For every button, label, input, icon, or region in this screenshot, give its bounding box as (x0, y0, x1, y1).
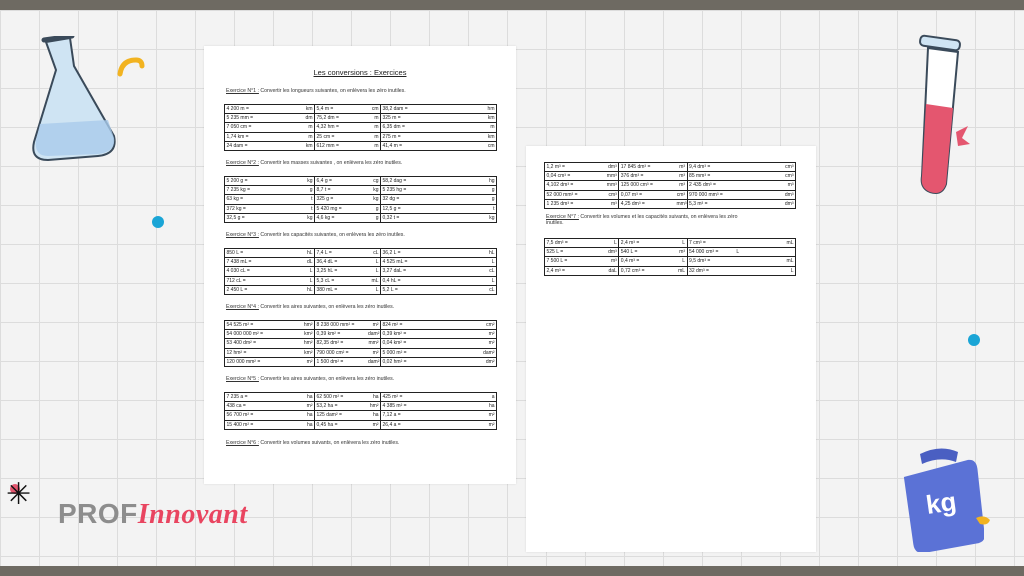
conversion-value-cell: 3,27 daL = (381, 267, 443, 276)
table-row (225, 258, 497, 267)
exercise-2-title-label: Exercice N°2 : (226, 160, 259, 166)
table-row (225, 114, 497, 123)
conversion-value-cell: 54 000 cm³ = L (687, 248, 745, 257)
conversion-value-cell: 4 200 m = (225, 105, 301, 114)
conversion-value-cell: 4 385 m² = (381, 402, 443, 411)
target-unit-cell: mL (675, 266, 687, 275)
conversion-value-cell: 4,25 dm³ = (619, 199, 675, 208)
target-unit-cell: m (301, 132, 315, 141)
conversion-value-cell: 7,4 L = (315, 249, 367, 258)
conversion-value-cell: 9,4 dm³ = (687, 163, 745, 172)
table-row (545, 190, 796, 199)
target-unit-cell: mm³ (676, 200, 687, 207)
conversion-value-cell: 1,2 m³ = (545, 163, 605, 172)
target-unit-cell: m² (367, 321, 381, 330)
exercise-6-title (226, 440, 399, 446)
conversion-value-cell: 0,02 hm² = (381, 357, 443, 366)
conversion-value-cell: 0,39 km² = (315, 330, 367, 339)
conversion-value-cell: 1 235 dm³ = (545, 199, 605, 208)
target-unit-cell: ha (301, 411, 315, 420)
target-unit-cell: m³ (745, 181, 795, 190)
table-row (225, 393, 497, 402)
conversion-value-cell: 438 ca = (225, 402, 301, 411)
conversion-value-cell: 0,72 cm³ = (619, 266, 675, 275)
conversion-value-cell: 62 500 m² = (315, 393, 367, 402)
table-row (225, 186, 497, 195)
conversion-value-cell: 0,4 hL = (381, 276, 443, 285)
target-unit-cell: L (675, 239, 687, 248)
conversion-value-cell: 63 kg = (225, 195, 301, 204)
target-unit-cell: km (301, 105, 315, 114)
table-row (225, 267, 497, 276)
target-unit-cell: ha (301, 420, 315, 429)
conversion-value-cell: 54 525 m² = (225, 321, 301, 330)
conversion-value-cell: 15 400 m² = (225, 420, 301, 429)
target-unit-cell: m³ (675, 172, 687, 181)
target-unit-cell: m² (443, 411, 497, 420)
conversion-value-cell: 56 700 m² = (225, 411, 301, 420)
table-row (225, 132, 497, 141)
exercise-7-title (546, 214, 786, 226)
table-row (225, 105, 497, 114)
target-unit-cell: t (443, 204, 497, 213)
target-unit-cell: dm (301, 114, 315, 123)
conversion-value-cell: 5,4 m = (315, 105, 367, 114)
target-unit-cell: hm² (301, 339, 315, 348)
exercise-1-title (226, 88, 406, 94)
target-unit-cell: cm³ (605, 190, 619, 199)
conversion-value-cell: 4 525 mL = (381, 258, 443, 267)
target-unit-cell: cm (367, 105, 381, 114)
conversion-value-cell: 275 m = (381, 132, 443, 141)
target-unit-cell: dam² (368, 358, 380, 365)
table-row (225, 339, 497, 348)
conversion-value-cell: 5 420 mg = (315, 204, 367, 213)
target-unit-cell: dm³ (605, 163, 619, 172)
target-unit-cell: cm² (443, 321, 497, 330)
conversion-value-cell: 372 kg = (225, 204, 301, 213)
table-row (545, 172, 796, 181)
conversion-value-cell: 5,3 cL = (315, 276, 367, 285)
target-unit-cell: cL (443, 285, 497, 294)
conversion-value-cell: 5 235 mm = (225, 114, 301, 123)
conversion-value-cell: 2 450 L = (225, 285, 301, 294)
exercise-5-title-instruction: Convertir les aires suivantes, on enlèvera les zéro inutiles. (260, 376, 395, 382)
exercise-2-title-instruction: Convertir les masses suivantes , on enlèvera les zéro inutiles. (260, 160, 403, 166)
conversion-value-cell: 17 845 dm³ = (619, 163, 675, 172)
conversion-value-cell: 5,2 L = (381, 285, 443, 294)
conversion-value-cell: 1,74 km = (225, 132, 301, 141)
target-unit-cell: ha (301, 393, 315, 402)
conversion-value-cell: 2 435 dm³ = (687, 181, 745, 190)
target-unit-cell: m² (367, 348, 381, 357)
target-unit-cell: km (443, 114, 497, 123)
conversion-value-cell: 7 cm³ = (687, 239, 745, 248)
conversion-value-cell: 58,2 dag = (381, 177, 443, 186)
exercise-4-title (226, 304, 394, 310)
conversion-value-cell: 4,102 dm³ = (545, 181, 605, 190)
conversion-value-cell: 525 L = (545, 248, 605, 257)
target-unit-cell: kg (367, 195, 381, 204)
target-unit-cell: dm² (443, 357, 497, 366)
table-row (225, 141, 497, 150)
table-row (545, 257, 796, 266)
yellow-arc-shape (116, 56, 146, 78)
target-unit-cell: m (367, 141, 381, 150)
target-unit-cell: hL (301, 285, 315, 294)
target-unit-cell: cL (443, 267, 497, 276)
target-unit-cell: g (367, 213, 381, 222)
table-row (545, 239, 796, 248)
table-row (225, 402, 497, 411)
target-unit-cell: g (367, 204, 381, 213)
conversion-value-cell: 5 000 m² = (381, 348, 443, 357)
target-unit-cell: hL (443, 249, 497, 258)
target-unit-cell: cm³ (745, 163, 795, 172)
target-unit-cell: km (443, 132, 497, 141)
conversion-value-cell: 5 235 hg = (381, 186, 443, 195)
conversion-value-cell: 32 dm³ = (687, 266, 745, 275)
table-row (225, 276, 497, 285)
conversion-value-cell: 5,3 m³ = (687, 199, 745, 208)
conversion-value-cell: 4 030 cL = (225, 267, 301, 276)
conversion-value-cell: 824 m² = (381, 321, 443, 330)
target-unit-cell: L (443, 276, 497, 285)
target-unit-cell: L (367, 267, 381, 276)
target-unit-cell: g (301, 186, 315, 195)
exercise-3-title-instruction: Convertir les capacités suivantes, on enlèvera les zéro inutiles. (260, 232, 405, 238)
conversion-value-cell: 5 200 g = (225, 177, 301, 186)
flask-icon (26, 36, 126, 164)
conversion-value-cell: 1 500 dm² = (315, 357, 367, 366)
table-row (225, 195, 497, 204)
target-unit-cell: m (367, 114, 381, 123)
table-row (225, 123, 497, 132)
target-unit-cell: hm² (301, 321, 315, 330)
conversion-value-cell: 4,32 hm = (315, 123, 367, 132)
conversion-value-cell: 850 L = (225, 249, 301, 258)
target-unit-cell: kg (443, 213, 497, 222)
target-unit-cell: kg (301, 213, 315, 222)
target-unit-cell: m² (443, 339, 497, 348)
target-unit-cell: ha (443, 402, 497, 411)
target-unit-cell: m (367, 132, 381, 141)
target-unit-cell: dm³ (745, 199, 795, 208)
target-unit-cell: m (443, 123, 497, 132)
table-row (545, 199, 796, 208)
target-unit-cell: L (301, 276, 315, 285)
target-unit-cell: hL (301, 249, 315, 258)
table-row (545, 163, 796, 172)
conversion-value-cell: 0,45 ha = (315, 420, 367, 429)
target-unit-cell: m² (367, 420, 381, 429)
weight-kg-label: kg (923, 486, 959, 520)
exercise-7-title-label: Exercice N°7 : (546, 214, 579, 220)
target-unit-cell: cm (443, 141, 497, 150)
conversion-value-cell: 6,35 dm = (381, 123, 443, 132)
conversion-value-cell: 376 dm³ = (619, 172, 675, 181)
conversion-value-cell: 425 m² = (381, 393, 443, 402)
target-unit-cell: m (367, 123, 381, 132)
exercise-3-table (224, 248, 497, 295)
target-unit-cell: g (443, 186, 497, 195)
target-unit-cell: daL (605, 266, 619, 275)
conversion-value-cell: 0,04 cm³ = (545, 172, 605, 181)
target-unit-cell: mm³ (605, 181, 619, 190)
table-row (225, 357, 497, 366)
conversion-value-cell: 53 400 dm² = (225, 339, 301, 348)
target-unit-cell: ha (367, 411, 381, 420)
conversion-value-cell: 120 000 mm² = (225, 357, 301, 366)
conversion-value-cell: 0,07 m³ = (619, 190, 675, 199)
target-unit-cell: hm² (367, 402, 381, 411)
exercise-1-table (224, 104, 497, 151)
conversion-value-cell: 0,4 m³ = (619, 257, 675, 266)
target-unit-cell: m² (301, 357, 315, 366)
conversion-value-cell: 7 235 kg = (225, 186, 301, 195)
target-unit-cell: m² (443, 420, 497, 429)
conversion-value-cell: 24 dam = (225, 141, 301, 150)
conversion-value-cell: 9,5 dm³ = (687, 257, 745, 266)
conversion-value-cell: 2,4 m³ = (545, 266, 605, 275)
target-unit-cell: L (675, 257, 687, 266)
conversion-value-cell: 32,5 g = (225, 213, 301, 222)
exercise-4-title-label: Exercice N°4 : (226, 304, 259, 310)
target-unit-cell: dm³ (605, 248, 619, 257)
conversion-value-cell: 12 hm² = (225, 348, 301, 357)
table-row (225, 321, 497, 330)
target-unit-cell: cg (367, 177, 381, 186)
target-unit-cell: m³ (675, 248, 687, 257)
target-unit-cell: mL (745, 239, 795, 248)
table-row (225, 249, 497, 258)
table-row (225, 213, 497, 222)
target-unit-cell: m³ (605, 199, 619, 208)
conversion-value-cell: 52 000 mm³ = (545, 190, 605, 199)
conversion-value-cell: 0,04 km² = (381, 339, 443, 348)
worksheet-page-2 (526, 146, 816, 552)
conversion-value-cell: 380 mL = (315, 285, 367, 294)
target-unit-cell: km (301, 141, 315, 150)
target-unit-cell: cm³ (676, 191, 686, 198)
conversion-value-cell: 0,32 t = (381, 213, 443, 222)
target-unit-cell: m³ (675, 163, 687, 172)
target-unit-cell: hm (443, 105, 497, 114)
target-unit-cell: km² (301, 348, 315, 357)
weight-kg-icon (900, 444, 984, 552)
background-grid (0, 10, 1024, 566)
table-row (545, 266, 796, 275)
conversion-value-cell: 26,4 a = (381, 420, 443, 429)
conversion-value-cell: 325 m = (381, 114, 443, 123)
exercise-2-title (226, 160, 402, 166)
conversion-value-cell: 4,6 kg = (315, 213, 367, 222)
conversion-value-cell: 12,5 g = (381, 204, 443, 213)
conversion-value-cell: 790 000 cm² = (315, 348, 367, 357)
exercise-6-title-instruction: Convertir les volumes suivants, on enlèvera les zéro inutiles. (260, 440, 400, 446)
exercise-3-title (226, 232, 405, 238)
target-unit-cell: L (443, 258, 497, 267)
blue-dot-left (152, 216, 164, 228)
target-unit-cell: mL (745, 257, 795, 266)
conversion-value-cell: 53,2 ha = (315, 402, 367, 411)
conversion-value-cell: 25 cm = (315, 132, 367, 141)
target-unit-cell: cL (367, 249, 381, 258)
target-unit-cell: dL (301, 258, 315, 267)
conversion-value-cell: 2,4 m³ = (619, 239, 675, 248)
target-unit-cell: dam² (443, 348, 497, 357)
target-unit-cell (745, 248, 795, 257)
target-unit-cell: m² (301, 402, 315, 411)
target-unit-cell: hg (443, 177, 497, 186)
target-unit-cell: mm³ (605, 172, 619, 181)
table-row (225, 411, 497, 420)
conversion-value-cell: 612 mm = (315, 141, 367, 150)
conversion-value-cell: 325 g = (315, 195, 367, 204)
table-row (225, 285, 497, 294)
conversion-value-cell: 8,7 t = (315, 186, 367, 195)
conversion-value-cell: 540 L = (619, 248, 675, 257)
target-unit-cell: L (301, 267, 315, 276)
target-unit-cell: mL (367, 276, 381, 285)
target-unit-cell: L (745, 266, 795, 275)
exercise-1-title-instruction: Convertir les longueurs suivantes, on enlèvera les zéro inutiles. (260, 88, 406, 94)
target-unit-cell: L (605, 239, 619, 248)
conversion-value-cell: 7,12 a = (381, 411, 443, 420)
table-row (225, 330, 497, 339)
conversion-value-cell: 54 000 000 m² = (225, 330, 301, 339)
target-unit-cell: g (443, 195, 497, 204)
exercise-4-title-instruction: Convertir les aires suivantes, on enlèvera les zéro inutiles. (260, 304, 395, 310)
conversion-value-cell: 7 050 cm = (225, 123, 301, 132)
exercise-2-table (224, 176, 497, 223)
conversion-value-cell: 8 238 000 mm² = (315, 321, 367, 330)
table-row (545, 248, 796, 257)
conversion-value-cell: 712 cL = (225, 276, 301, 285)
target-unit-cell: kg (301, 177, 315, 186)
target-unit-cell: mm² (368, 340, 379, 347)
conversion-value-cell: 41,4 m = (381, 141, 443, 150)
target-unit-cell: ha (367, 393, 381, 402)
target-unit-cell: a (443, 393, 497, 402)
conversion-value-cell: 125 dam² = (315, 411, 367, 420)
target-unit-cell: km² (301, 330, 315, 339)
table-row (545, 181, 796, 190)
blue-dot-right (968, 334, 980, 346)
conversion-value-cell: 75,2 dm = (315, 114, 367, 123)
yellow-blob-shape (974, 514, 994, 528)
table-row (225, 204, 497, 213)
brand-part-prof: PROF (58, 498, 138, 529)
exercise-7-instruction-line1: Convertir les volumes et les capacités suivants, on enlèvera les zéro (580, 214, 738, 220)
conversion-value-cell: 7 438 mL = (225, 258, 301, 267)
brand-logo (58, 498, 248, 531)
conversion-value-cell: 6,4 g = (315, 177, 367, 186)
target-unit-cell: m² (443, 330, 497, 339)
target-unit-cell: t (301, 204, 315, 213)
conversion-value-cell: 125 000 cm³ = (619, 181, 675, 190)
test-tube-icon (906, 34, 976, 200)
target-unit-cell: dm³ (745, 190, 795, 199)
document-title: Les conversions : Exercices (313, 68, 407, 77)
target-unit-cell: kg (367, 186, 381, 195)
table-row (225, 348, 497, 357)
conversion-value-cell: 38,2 dam = (381, 105, 443, 114)
conversion-value-cell: 82,35 dm² = (315, 339, 367, 348)
asterisk-icon: ✳ (6, 478, 32, 511)
conversion-value-cell: 36,4 dL = (315, 258, 367, 267)
exercise-7-instruction-line2: inutiles. (546, 220, 564, 226)
conversion-value-cell: 36,2 L = (381, 249, 443, 258)
target-unit-cell: dam² (368, 331, 380, 338)
target-unit-cell: m³ (605, 257, 619, 266)
table-row (225, 177, 497, 186)
conversion-value-cell: 32 dg = (381, 195, 443, 204)
conversion-value-cell: 7 500 L = (545, 257, 605, 266)
target-unit-cell: t (301, 195, 315, 204)
target-unit-cell: L (367, 258, 381, 267)
target-unit-cell: cm³ (745, 172, 795, 181)
exercise-1-title-label: Exercice N°1 : (226, 88, 259, 94)
table-row (225, 420, 497, 429)
conversion-value-cell: 7 235 a = (225, 393, 301, 402)
conversion-value-cell: 85 mm³ = (687, 172, 745, 181)
target-unit-cell: L (367, 285, 381, 294)
conversion-value-cell: 970 000 mm³ = (687, 190, 745, 199)
exercise-4-table (224, 320, 497, 367)
target-unit-cell: m³ (675, 181, 687, 190)
exercise-5-title (226, 376, 394, 382)
brand-part-innovant: Innovant (137, 499, 248, 530)
exercise-7-table (544, 238, 796, 276)
exercise-3-title-label: Exercice N°3 : (226, 232, 259, 238)
worksheet-page-1 (204, 46, 516, 484)
conversion-value-cell: 0,39 km² = (381, 330, 443, 339)
exercise-6-title-label: Exercice N°6 : (226, 440, 259, 446)
exercise-5-title-label: Exercice N°5 : (226, 376, 259, 382)
exercise-6-table (544, 162, 796, 209)
conversion-value-cell: 3,25 hL = (315, 267, 367, 276)
target-unit-cell: m (301, 123, 315, 132)
exercise-5-table (224, 392, 497, 430)
conversion-value-cell: 7,5 dm³ = (545, 239, 605, 248)
